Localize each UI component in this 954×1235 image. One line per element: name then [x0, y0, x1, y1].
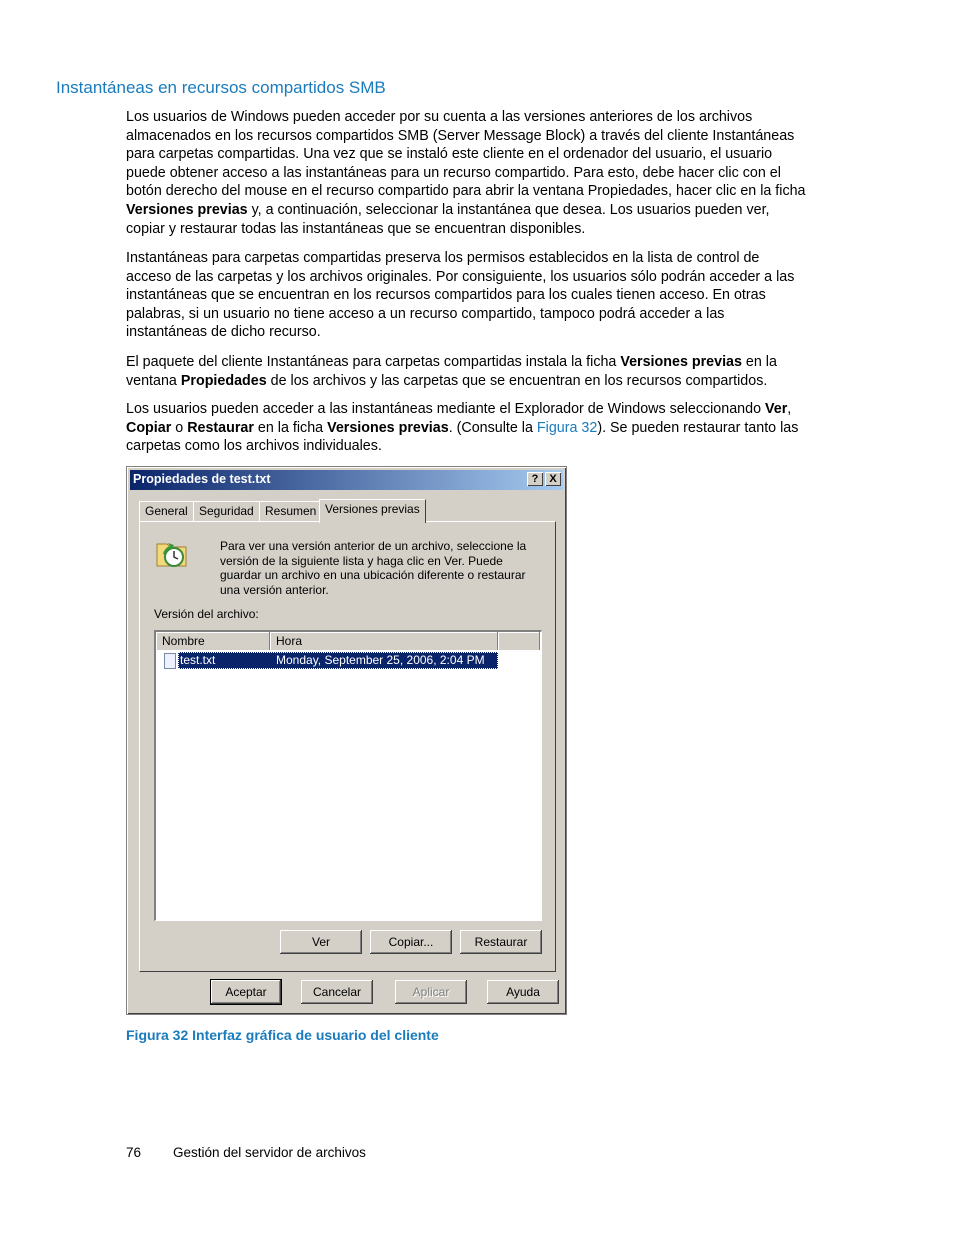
tab-general[interactable]: General [139, 501, 194, 521]
help-button[interactable]: ? [527, 472, 543, 486]
figure-link[interactable]: Figura 32 [536, 419, 598, 436]
page-number: 76 [126, 1145, 142, 1160]
previous-versions-panel [139, 521, 556, 972]
view-button[interactable]: Ver [280, 930, 362, 954]
dialog-title: Propiedades de test.txt [133, 472, 271, 486]
paragraph-text: El paquete del cliente Instantáneas para carpetas compartidas instala la ficha [126, 354, 621, 370]
row-file-name: test.txt [180, 653, 216, 667]
text-file-icon [164, 653, 176, 669]
column-header-name[interactable]: Nombre [156, 632, 270, 650]
figure-caption: Figura 32 Interfaz gráfica de usuario del cliente [126, 1027, 439, 1043]
version-label: Versión del archivo: [154, 607, 259, 621]
ok-button[interactable]: Aceptar [211, 980, 281, 1004]
paragraph-1 [126, 108, 806, 238]
footer-section-title: Gestión del servidor de archivos [173, 1145, 366, 1160]
bold-term: Ver [765, 401, 788, 417]
restore-clock-folder-icon [154, 536, 190, 572]
copy-button[interactable]: Copiar... [370, 930, 452, 954]
column-header-time[interactable]: Hora [270, 632, 498, 650]
paragraph-4 [126, 400, 806, 456]
paragraph-text: . (Consulte la [448, 419, 537, 436]
dialog-title-bar[interactable] [130, 470, 563, 490]
paragraph-3 [126, 353, 806, 390]
row-file-time: Monday, September 25, 2006, 2:04 PM [276, 653, 485, 667]
paragraph-2: Instantáneas para carpetas compartidas preserva los permisos establecidos en la lista de control de acceso de las carpetas y los archivos originales. Por consiguiente, los usuarios sólo podrán acceder a las instantáneas que se encuentran en los recursos compartidos para los cuales tienen acceso. En otras palabras, si un usuario no tiene acceso a un recurso compartido, tampoco podrá acceder a las instantáneas de dicho recurso. [126, 250, 795, 341]
bold-term: Versiones previas [126, 201, 248, 218]
paragraph-text: ). Se pueden restaurar tanto las carpetas como los archivos individuales. [126, 419, 799, 455]
restore-button[interactable]: Restaurar [460, 930, 542, 954]
paragraph-text: y, a continuación, seleccionar la instantánea que desea. Los usuarios pueden ver, copiar y restaurar todas las instantáneas que se encuentran disponibles. [126, 201, 770, 237]
close-button[interactable]: X [545, 472, 561, 486]
paragraph-text: Los usuarios pueden acceder a las instantáneas mediante el Explorador de Windows seleccionando [126, 401, 765, 417]
list-header [156, 632, 541, 650]
paragraph-text: de los archivos y las carpetas que se encuentran en los recursos compartidos. [266, 372, 768, 389]
tab-summary[interactable]: Resumen [259, 501, 322, 521]
bold-term: Versiones previas [620, 354, 742, 370]
paragraph-text: en la ficha [253, 419, 328, 436]
apply-button: Aplicar [395, 980, 467, 1004]
column-header-filler [498, 632, 540, 650]
paragraph-text: o [171, 419, 188, 436]
tab-previous-versions[interactable]: Versiones previas [319, 499, 426, 523]
properties-dialog [126, 466, 567, 1015]
description-text: Para ver una versión anterior de un archivo, seleccione la versión de la siguiente lista y haga clic en Ver. Puede guardar un archivo en una ubicación diferente o restaurar una versión anterior. [220, 539, 527, 597]
version-list[interactable] [154, 630, 542, 921]
list-item[interactable] [160, 652, 498, 669]
paragraph-text: Los usuarios de Windows pueden acceder por su cuenta a las versiones anteriores de los archivos almacenados en los recursos compartidos SMB (Server Message Block) a través del cliente Instantáneas para carpetas compartidas. Una vez que se instaló este cliente en el ordenador del usuario, el usuario puede obtener acceso a las instantáneas para un recurso compartido. Para esto, debe hacer clic con el botón derecho del mouse en el recurso compartido para abrir la ventana Propiedades, hacer clic en la ficha [126, 109, 806, 200]
section-heading: Instantáneas en recursos compartidos SMB [56, 78, 386, 97]
paragraph-text: en la ventana [126, 354, 777, 389]
help-dialog-button[interactable]: Ayuda [487, 980, 559, 1004]
bold-term: Propiedades [180, 372, 267, 389]
bold-term: Restaurar [187, 419, 254, 436]
tab-security[interactable]: Seguridad [193, 501, 260, 521]
paragraph-text: , [787, 401, 792, 417]
bold-term: Copiar [126, 419, 172, 436]
cancel-button[interactable]: Cancelar [301, 980, 373, 1004]
bold-term: Versiones previas [327, 419, 449, 436]
